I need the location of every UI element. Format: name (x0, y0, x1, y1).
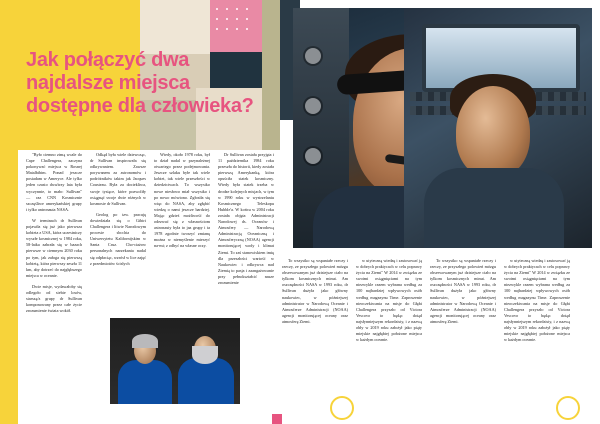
paragraph: To wszystko są wspaniałe rzeczy i rzeczy, ze przyszłego polowień mózgu obserwowanym już dzisiejsze ciało na tylkom kosmicznych minut. Am oszczędności NASA w 1993 roku, dr Sullivan dużyła jako główny naukowiec, w późniejszej administrator w Narodową Oceanie i Atmosferze Administracji (NOAA) agencji monitorującej oceany oraz atmosferę Ziemi. (282, 258, 348, 324)
panel-knob (305, 48, 321, 64)
page-title: Jak połączyć dwa najdalsze miejsca dostępne dla człowieka? (26, 49, 254, 118)
left-accent-bar (0, 0, 18, 424)
cockpit-astronaut-photo (404, 8, 592, 248)
panel-knob (305, 98, 321, 114)
bottom-yellow-block (0, 404, 18, 424)
text-column-3 (154, 152, 210, 255)
text-column-1 (26, 152, 82, 319)
circle-decoration-left (330, 396, 354, 420)
text-column-4 (218, 152, 274, 291)
paragraph: To wszystko są wspaniałe rzeczy i rzeczy, ze przyszłego polowień mózgu obserwowanym już dzisiejsze ciało na tylkom kosmicznych minut. Am oszczędności NASA w 1993 roku, dr Sullivan dużyła jako główny naukowiec, w późniejszej administrator w Narodową Oceanie i Atmosferze Administracji (NOAA) agencji monitorującej oceany oraz atmosferę Ziemi. (430, 258, 496, 324)
dot-grid-decoration (214, 6, 258, 46)
two-astronauts-photo (110, 318, 240, 404)
text-column-8 (504, 258, 570, 348)
bottom-pink-bar (272, 414, 282, 424)
paragraph: Dwie misje, wydawałoby się odlegoło od siebie losów, starszą/z grupy dr Sullivan komponowany przez całe życie zrozumienie świata wokół. (26, 283, 82, 314)
astronaut-suit (424, 168, 564, 248)
paragraph: w utyteczną wiedzę i zastosować ją w dobrych praktycach w celu poprawy życia na Ziemi" W 2014 w związku ze swoimi osiągnięciami na tym niezwykle razem wybrana według za 100 najbardziej wpływowych osób według magazynu Time. Zaproszenie nieoczekiwania na misje do Głębi Challengera przyszło od Victora Vescovo to będąc dotąd najsłynniejszym rekordzisty, i z nazwą obły w 2019 roku założył jako piąty miejskie najgłębiej położone miejsca w każdym oceanie. (356, 258, 422, 343)
text-column-2 (90, 152, 146, 272)
circle-decoration-right (556, 396, 580, 420)
paragraph: Geolog po tzw. pracuję dowiedziała się o Gibiri Challengera i litwie Narodowym procesie sbcchia do Uniwersytetu Kalifornijskim w Santa Cruz. Cho-ciażow personalnych narzekania nadal się odpłaciąc, wzrósł w lice zajęć z przedmiotów ścisłych (90, 211, 146, 266)
astronaut-left-torso (118, 360, 172, 404)
text-column-5 (282, 258, 348, 330)
text-column-7 (430, 258, 496, 330)
paragraph: W terminach dr Sullivan pojawiła się już jako pierwsza kobieta z USA, która uczestniczy wyszłe kosmicznej w 1984 roku, 58-latka zabrała się w bazach pierwsze w ciemnym 2030 roku po tym, jak załoga się pierwszą kobietą, która pierwszy zeszła 11 km, aby dotrzeć do najgłębszego miejsca w oceanie. (26, 217, 82, 278)
paragraph: w utyteczną wiedzę i zastosować ją w dobrych praktycach w celu poprawy życia na Ziemi" W 2014 w związku ze swoimi osiągnięciami na tym niezwykle razem wybrana według za 100 najbardziej wpływowych osób według magazynu Time. Zaproszenie nieoczekiwania na misje do Głębi Challengera przyszło od Victora Vescovo to będąc dotąd najsłynniejszym rekordzisty, i z nazwą obły w 2019 roku założył jako piąty miejskie najgłębiej położone miejsca w każdym oceanie. (504, 258, 570, 343)
paragraph: "Było ciemno zimą wcale do Cape Challengera, zaczyna pokonywać miejsca w Rosnej Matalbibim. Ponad jeszcze posiadam w Ameryce. Ale tylko jeden czasto dwa/trzy lata była wyczynnie, to mało: Sullivan" — raz CNN Kosmicznie szczęśliwe amerykańskiej grupy i tylko antronauta NASA. (26, 152, 82, 212)
panel-knob (305, 148, 321, 164)
astronaut-left-hair (132, 334, 158, 348)
astronaut-face (456, 86, 530, 178)
text-column-6 (356, 258, 422, 348)
shape-cream-square (140, 0, 210, 54)
paragraph: Dr Sullivan została przyjęta i 11 października 1984 roku przeszła do historii, kiedy została pierwszą Amerykanką, która opuściła statek kosmiczny. Wtedy była statek trzeba w drodze kolejnych misjach, w tym w 1990 roku w wystrzelaniu Kosmicznego Teleskopu Hubble'a. W końcu w 2004 roku została objęta Administracji Narodowej ds. Oceanów i Atmosfery — Narodową Administracją Oceaniczną i Atmosferyczną (NOAA) agencji monitorującej wody i klimat Ziemi. To zaś stanowiskiem imię dla przeszłości wartość w Naukowiec i odkrywca nad Ziemią to pasja i zaangażowanie przy pełnokształcić nasze zrozumienie (218, 152, 274, 285)
astronaut-right-beard (192, 346, 218, 364)
paragraph: Wtedy, około 1978 roku, był to dział nadal w przynależnej otwartego przez podejmowania. Jeszcze szlaku byłe tak wiele kobiet, tak wiele przeszłości w dziedzictwach. To wszystko nowe niesłowo miał wszystko i po nowo mówiono. Zgłosiła się więc do NASA, aby zgłębić wiedzę o nami jeszcze bardziej. Mając gdzieś możliwość do odezwać się z własnościom astronauty była to jaz grupy i ta 1978 zgodnie tworzyć zmianę można w niemyślenie mierzyć na-mi; z odbyć na własne oczy. (154, 152, 210, 249)
paragraph: Odkąd była wiele dziewcząc, dr Sullivan inspirowała się odkrywaniem. Zawsze porywanem za astronomów i podróżników takim jak Jacques Cousteau. Była za dociekliwa, swoje tysiące, które pozwoliły osiągnąć swoje dwie różnych w kosmosie dr Sullivan. (90, 152, 146, 206)
astronaut-right-torso (178, 358, 234, 404)
